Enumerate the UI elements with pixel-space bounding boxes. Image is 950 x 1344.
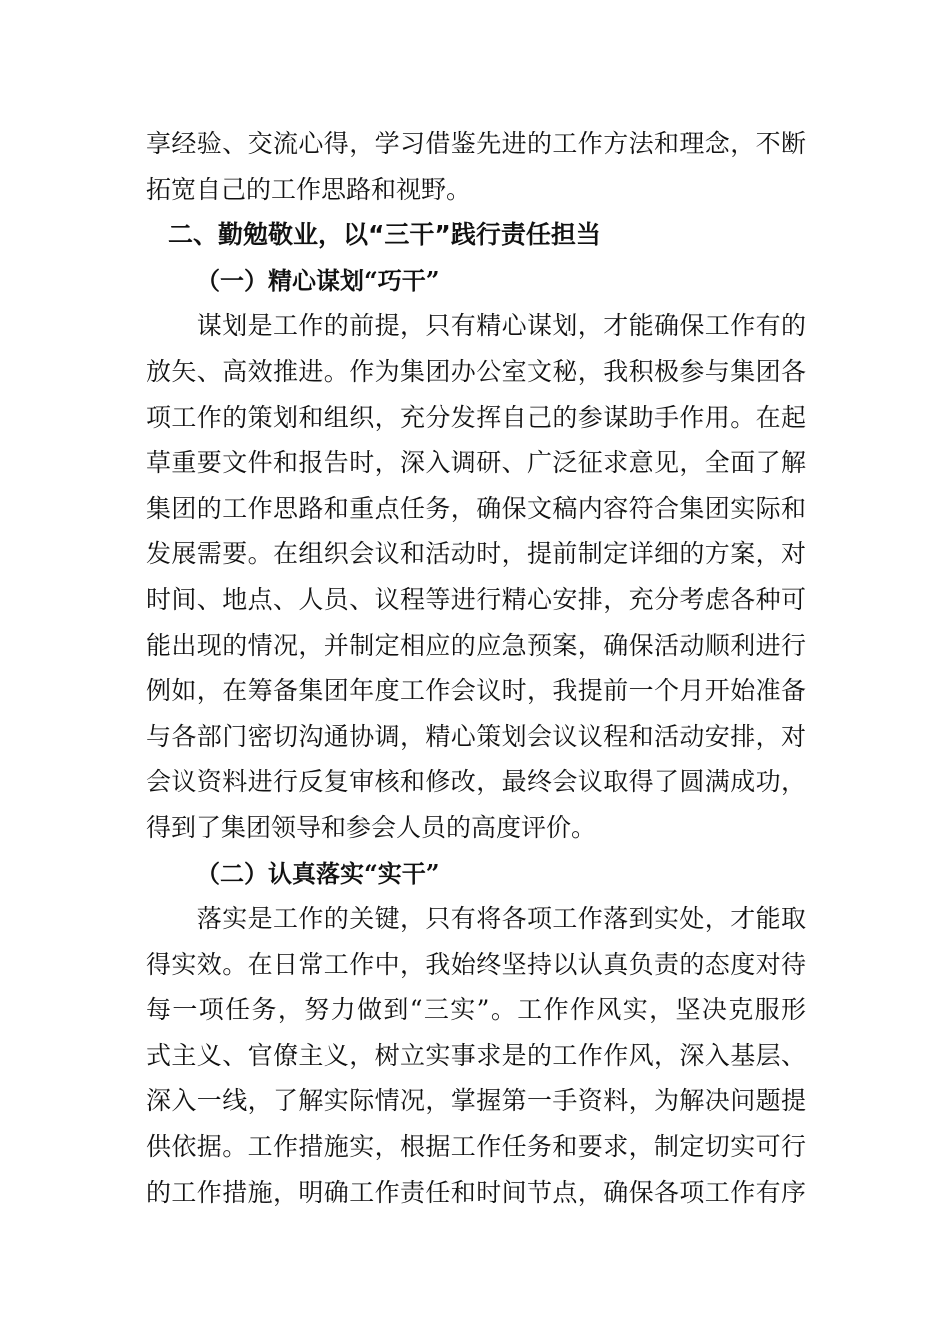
text-line: 草重要文件和报告时，深入调研、广泛征求意见，全面了解 xyxy=(146,448,806,478)
text-line: 落实是工作的关键，只有将各项工作落到实处，才能取 xyxy=(146,904,806,934)
text-line: 得实效。在日常工作中，我始终坚持以认真负责的态度对待 xyxy=(146,949,806,979)
paragraph-continuation xyxy=(146,121,806,212)
text-line: 发展需要。在组织会议和活动时，提前制定详细的方案，对 xyxy=(146,539,806,569)
text-line: 与各部门密切沟通协调，精心策划会议议程和活动安排，对 xyxy=(146,721,806,751)
text-line: 放矢、高效推进。作为集团办公室文秘，我积极参与集团各 xyxy=(146,356,806,386)
text-line: 每一项任务，努力做到“三实”。工作作风实，坚决克服形 xyxy=(146,995,806,1025)
text-line: 得到了集团领导和参会人员的高度评价。 xyxy=(146,812,597,842)
subsection-heading-1: （一）精心谋划“巧干” xyxy=(196,265,440,295)
text-line: 式主义、官僚主义，树立实事求是的工作作风，深入基层、 xyxy=(146,1040,806,1070)
text-line: 深入一线，了解实际情况，掌握第一手资料，为解决问题提 xyxy=(146,1086,806,1116)
subsection-heading-2: （二）认真落实“实干” xyxy=(196,858,440,888)
text-line: 能出现的情况，并制定相应的应急预案，确保活动顺利进行 xyxy=(146,630,806,660)
text-line: 拓宽自己的工作思路和视野。 xyxy=(146,174,472,204)
paragraph-implementation xyxy=(146,896,806,1215)
section-heading: 二、勤勉敬业，以“三干”践行责任担当 xyxy=(168,220,601,250)
paragraph-planning xyxy=(146,303,806,850)
text-line: 会议资料进行反复审核和修改，最终会议取得了圆满成功， xyxy=(146,767,806,797)
document-body xyxy=(146,121,806,1215)
text-line: 的工作措施，明确工作责任和时间节点，确保各项工作有序 xyxy=(146,1177,806,1207)
text-line: 谋划是工作的前提，只有精心谋划，才能确保工作有的 xyxy=(146,311,806,341)
text-line: 例如，在筹备集团年度工作会议时，我提前一个月开始准备 xyxy=(146,676,806,706)
text-line: 集团的工作思路和重点任务，确保文稿内容符合集团实际和 xyxy=(146,493,806,523)
text-line: 享经验、交流心得，学习借鉴先进的工作方法和理念，不断 xyxy=(146,129,806,158)
text-line: 时间、地点、人员、议程等进行精心安排，充分考虑各种可 xyxy=(146,584,806,614)
text-line: 供依据。工作措施实，根据工作任务和要求，制定切实可行 xyxy=(146,1132,806,1162)
text-line: 项工作的策划和组织，充分发挥自己的参谋助手作用。在起 xyxy=(146,402,806,432)
